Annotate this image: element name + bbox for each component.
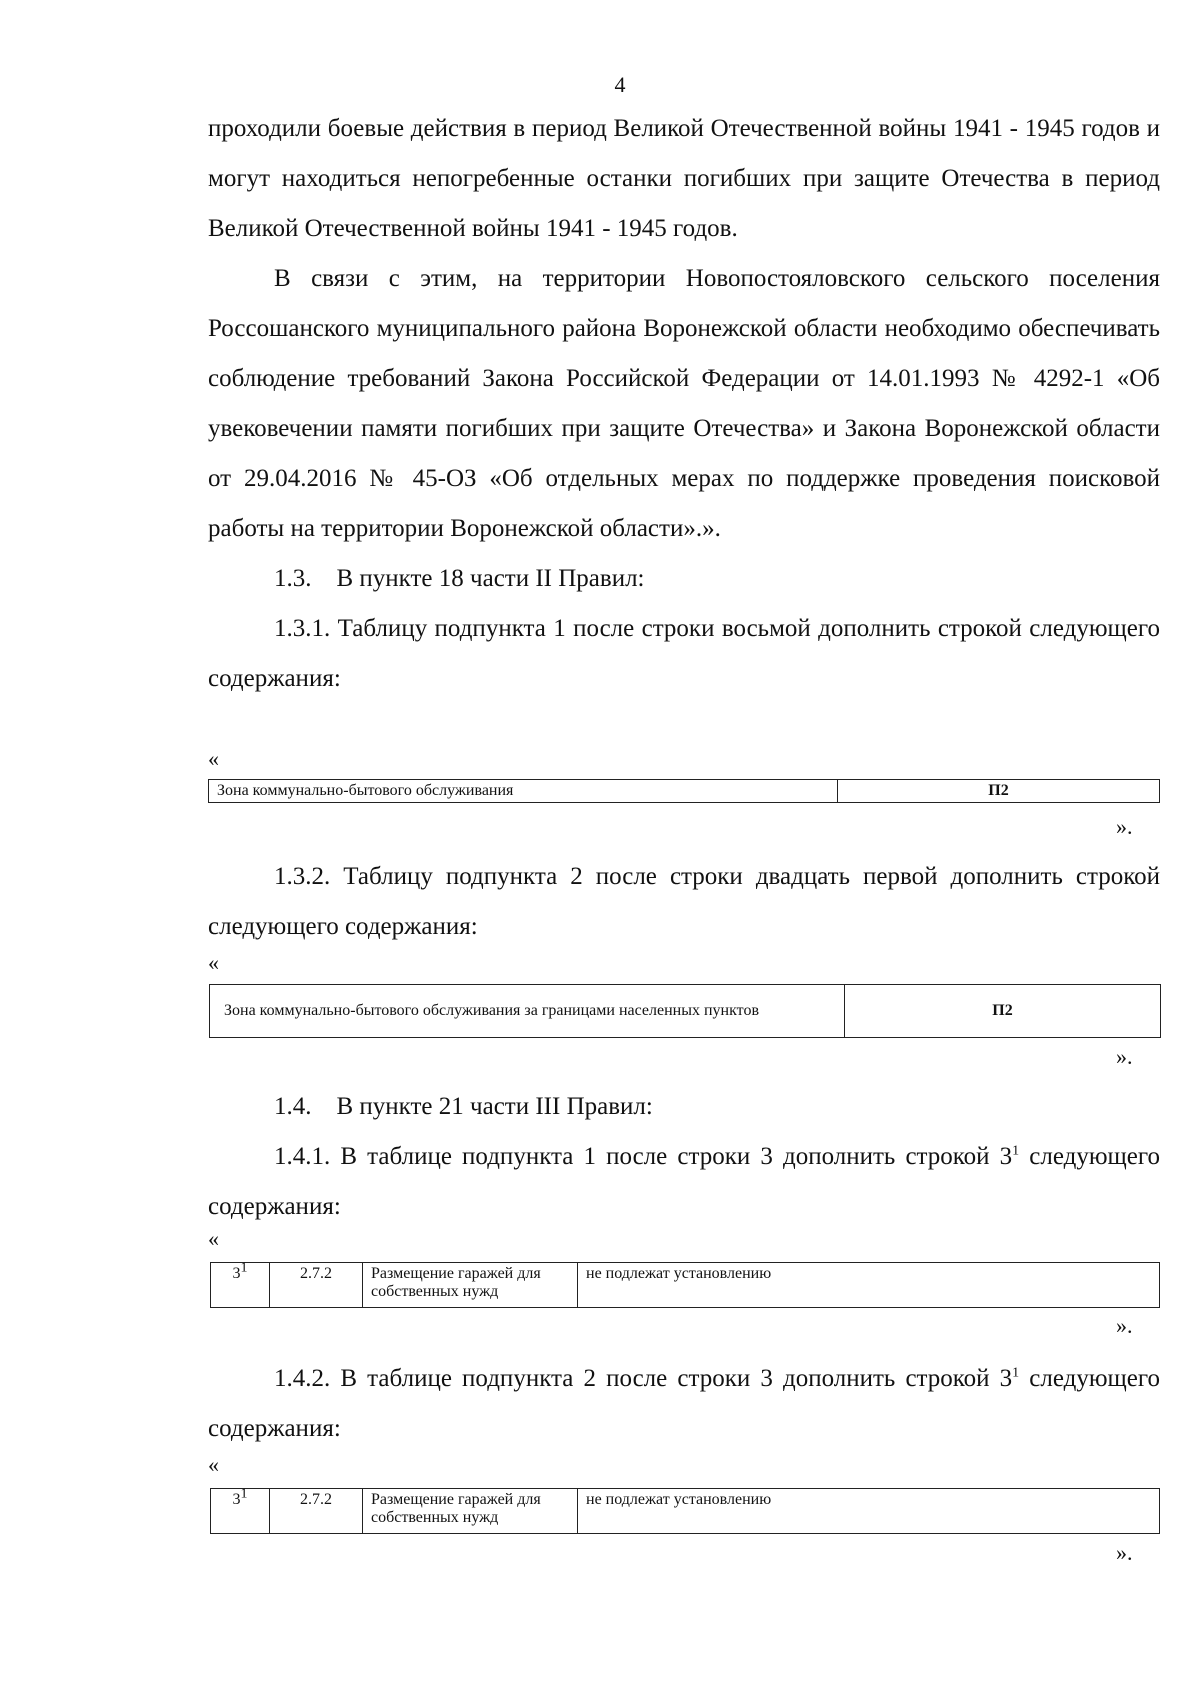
item-1-4-2 xyxy=(208,1354,1160,1454)
row-number: 3 xyxy=(232,1491,241,1508)
garage-table-1 xyxy=(210,1262,1160,1308)
item-1-4-1-text: 1.4.1. В таблице подпункта 1 после строки 3 дополнить строкой 3 xyxy=(274,1143,1013,1170)
text-block-1-3-2 xyxy=(208,852,1160,952)
table-row xyxy=(210,985,1161,1038)
open-quote: « xyxy=(208,1226,219,1251)
superscript: 1 xyxy=(240,1260,248,1276)
row-number: 3 xyxy=(232,1265,241,1282)
code-cell: 2.7.2 xyxy=(270,1489,363,1534)
item-1-4-2-text: 1.4.2. В таблице подпункта 2 после строки 3 дополнить строкой 3 xyxy=(274,1365,1013,1392)
open-quote: « xyxy=(208,950,219,975)
item-1-4-1 xyxy=(208,1132,1160,1232)
close-quote: ». xyxy=(1116,1044,1133,1069)
item-1-4-1-end: следующего содержания: xyxy=(208,1143,1160,1220)
row-number-cell xyxy=(211,1260,270,1308)
zone-code-cell: П2 xyxy=(838,780,1160,803)
item-1-4: 1.4. В пункте 21 части III Правил: xyxy=(274,1093,653,1120)
open-quote: « xyxy=(208,1452,219,1477)
zone-table-2 xyxy=(209,984,1161,1038)
paragraph-requirements: В связи с этим, на территории Новопостояловского сельского поселения Россошанского муниципального района Воронежской области необходимо обеспечивать соблюдение требований Закона Российской Федерации от 14.01.1993 № 4292-1 «Об увековечении памяти погибших при защите Отечества» и Закона Воронежской области от 29.04.2016 № 45-ОЗ «Об отдельных мерах по поддержке проведения поисковой работы на территории Воронежской области».». xyxy=(208,265,1160,542)
text-block-1-4 xyxy=(208,1082,1160,1232)
superscript: 1 xyxy=(240,1486,248,1502)
zone-table-1 xyxy=(208,779,1160,803)
item-1-3: 1.3. В пункте 18 части II Правил: xyxy=(274,565,645,592)
close-quote: ». xyxy=(1116,1313,1133,1338)
item-1-4-2-end: следующего содержания: xyxy=(208,1365,1160,1442)
zone-name-cell: Зона коммунально-бытового обслуживания за границами населенных пунктов xyxy=(210,985,845,1038)
paragraph-continuation: проходили боевые действия в период Великой Отечественной войны 1941 - 1945 годов и могут находиться непогребенные останки погибших при защите Отечества в период Великой Отечественной войны 1941 - 1945 годов. xyxy=(208,115,1160,242)
close-quote: ». xyxy=(1116,1540,1133,1565)
zone-name-cell: Зона коммунально-бытового обслуживания xyxy=(209,780,838,803)
table-row xyxy=(211,1489,1160,1534)
name-cell: Размещение гаражей для собственных нужд xyxy=(363,1489,578,1534)
text-block-top xyxy=(208,104,1160,704)
superscript: 1 xyxy=(1012,1143,1020,1159)
garage-table-2 xyxy=(210,1488,1160,1534)
superscript: 1 xyxy=(1012,1365,1020,1381)
name-cell: Размещение гаражей для собственных нужд xyxy=(363,1263,578,1308)
zone-code-cell: П2 xyxy=(845,985,1161,1038)
page-number: 4 xyxy=(614,72,626,97)
value-cell: не подлежат установлению xyxy=(578,1489,1160,1534)
code-cell: 2.7.2 xyxy=(270,1263,363,1308)
value-cell: не подлежат установлению xyxy=(578,1263,1160,1308)
table-row xyxy=(209,780,1160,803)
item-1-3-1: 1.3.1. Таблицу подпункта 1 после строки восьмой дополнить строкой следующего содержания: xyxy=(208,615,1160,692)
table-row xyxy=(211,1263,1160,1308)
row-number-cell xyxy=(211,1486,270,1534)
open-quote: « xyxy=(208,746,219,771)
close-quote: ». xyxy=(1116,814,1133,839)
item-1-3-2: 1.3.2. Таблицу подпункта 2 после строки двадцать первой дополнить строкой следующего содержания: xyxy=(208,863,1160,940)
text-block-1-4-2 xyxy=(208,1354,1160,1454)
